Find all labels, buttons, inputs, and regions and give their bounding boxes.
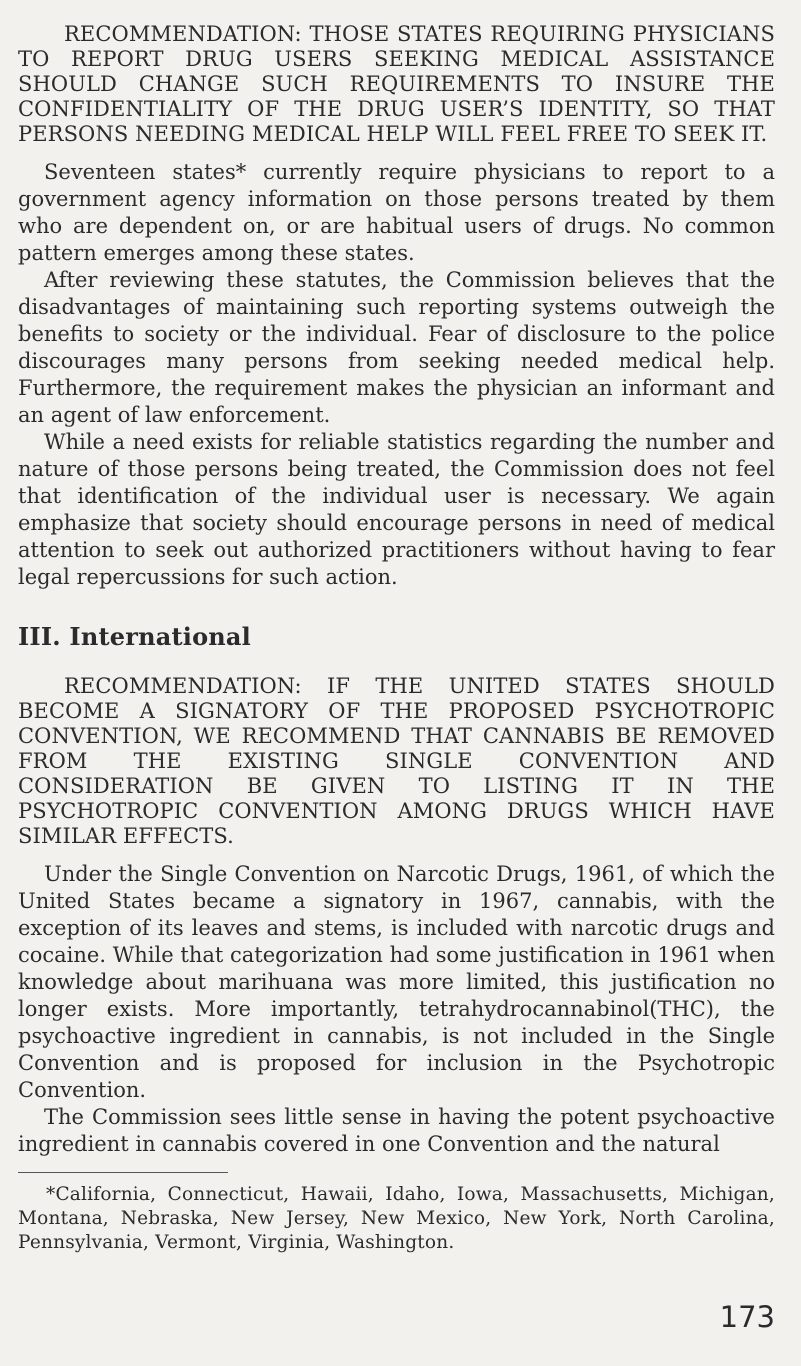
- page-number: 173: [719, 1300, 775, 1334]
- recommendation-physician-reporting: RECOMMENDATION: THOSE STATES REQUIRING PHYSICIANS TO REPORT DRUG USERS SEEKING MEDICAL ASSISTANCE SHOULD CHANGE SUCH REQUIREMENTS TO INSURE THE CONFIDENTIALITY OF THE DRUG USER’S IDENTITY, SO THAT PERSONS NEEDING MEDICAL HELP WILL FEEL FREE TO SEEK IT.: [18, 22, 775, 146]
- footnote-divider: [18, 1172, 228, 1173]
- paragraph-seventeen-states: Seventeen states* currently require physicians to report to a government agency information on those persons treated by them who are dependent on, or are habitual users of drugs. No common pattern emerges among these states.: [18, 160, 775, 265]
- footnote-states-list: *California, Connecticut, Hawaii, Idaho, Iowa, Massachusetts, Michigan, Montana, Nebraska, New Jersey, New Mexico, New York, North Carolina, Pennsylvania, Vermont, Virginia, Washington.: [18, 1184, 775, 1253]
- paragraph-commission-sees: The Commission sees little sense in having the potent psychoactive ingredient in cannabis covered in one Convention and the natural: [18, 1105, 775, 1156]
- paragraph-after-reviewing: After reviewing these statutes, the Commission believes that the disadvantages of maintaining such reporting systems outweigh the benefits to society or the individual. Fear of disclosure to the police discourages many persons from seeking needed medical help. Furthermore, the requirement makes the physician an informant and an agent of law enforcement.: [18, 268, 775, 427]
- section-heading-international: III. International: [18, 622, 251, 651]
- recommendation-psychotropic-convention: RECOMMENDATION: IF THE UNITED STATES SHOULD BECOME A SIGNATORY OF THE PROPOSED PSYCHOTROPIC CONVENTION, WE RECOMMEND THAT CANNABIS BE REMOVED FROM THE EXISTING SINGLE CONVENTION AND CONSIDERATION BE GIVEN TO LISTING IT IN THE PSYCHOTROPIC CONVENTION AMONG DRUGS WHICH HAVE SIMILAR EFFECTS.: [18, 674, 775, 848]
- paragraph-while-a-need: While a need exists for reliable statistics regarding the number and nature of those persons being treated, the Commission does not feel that identification of the individual user is necessary. We again emphasize that society should encourage persons in need of medical attention to seek out authorized practitioners without having to fear legal repercussions for such action.: [18, 430, 775, 589]
- paragraph-single-convention: Under the Single Convention on Narcotic Drugs, 1961, of which the United States became a signatory in 1967, cannabis, with the exception of its leaves and stems, is included with narcotic drugs and cocaine. While that categorization had some justification in 1961 when knowledge about marihuana was more limited, this justification no longer exists. More importantly, tetrahydrocannabinol(THC), the psychoactive ingredient in cannabis, is not included in the Single Convention and is proposed for inclusion in the Psychotropic Convention.: [18, 862, 775, 1102]
